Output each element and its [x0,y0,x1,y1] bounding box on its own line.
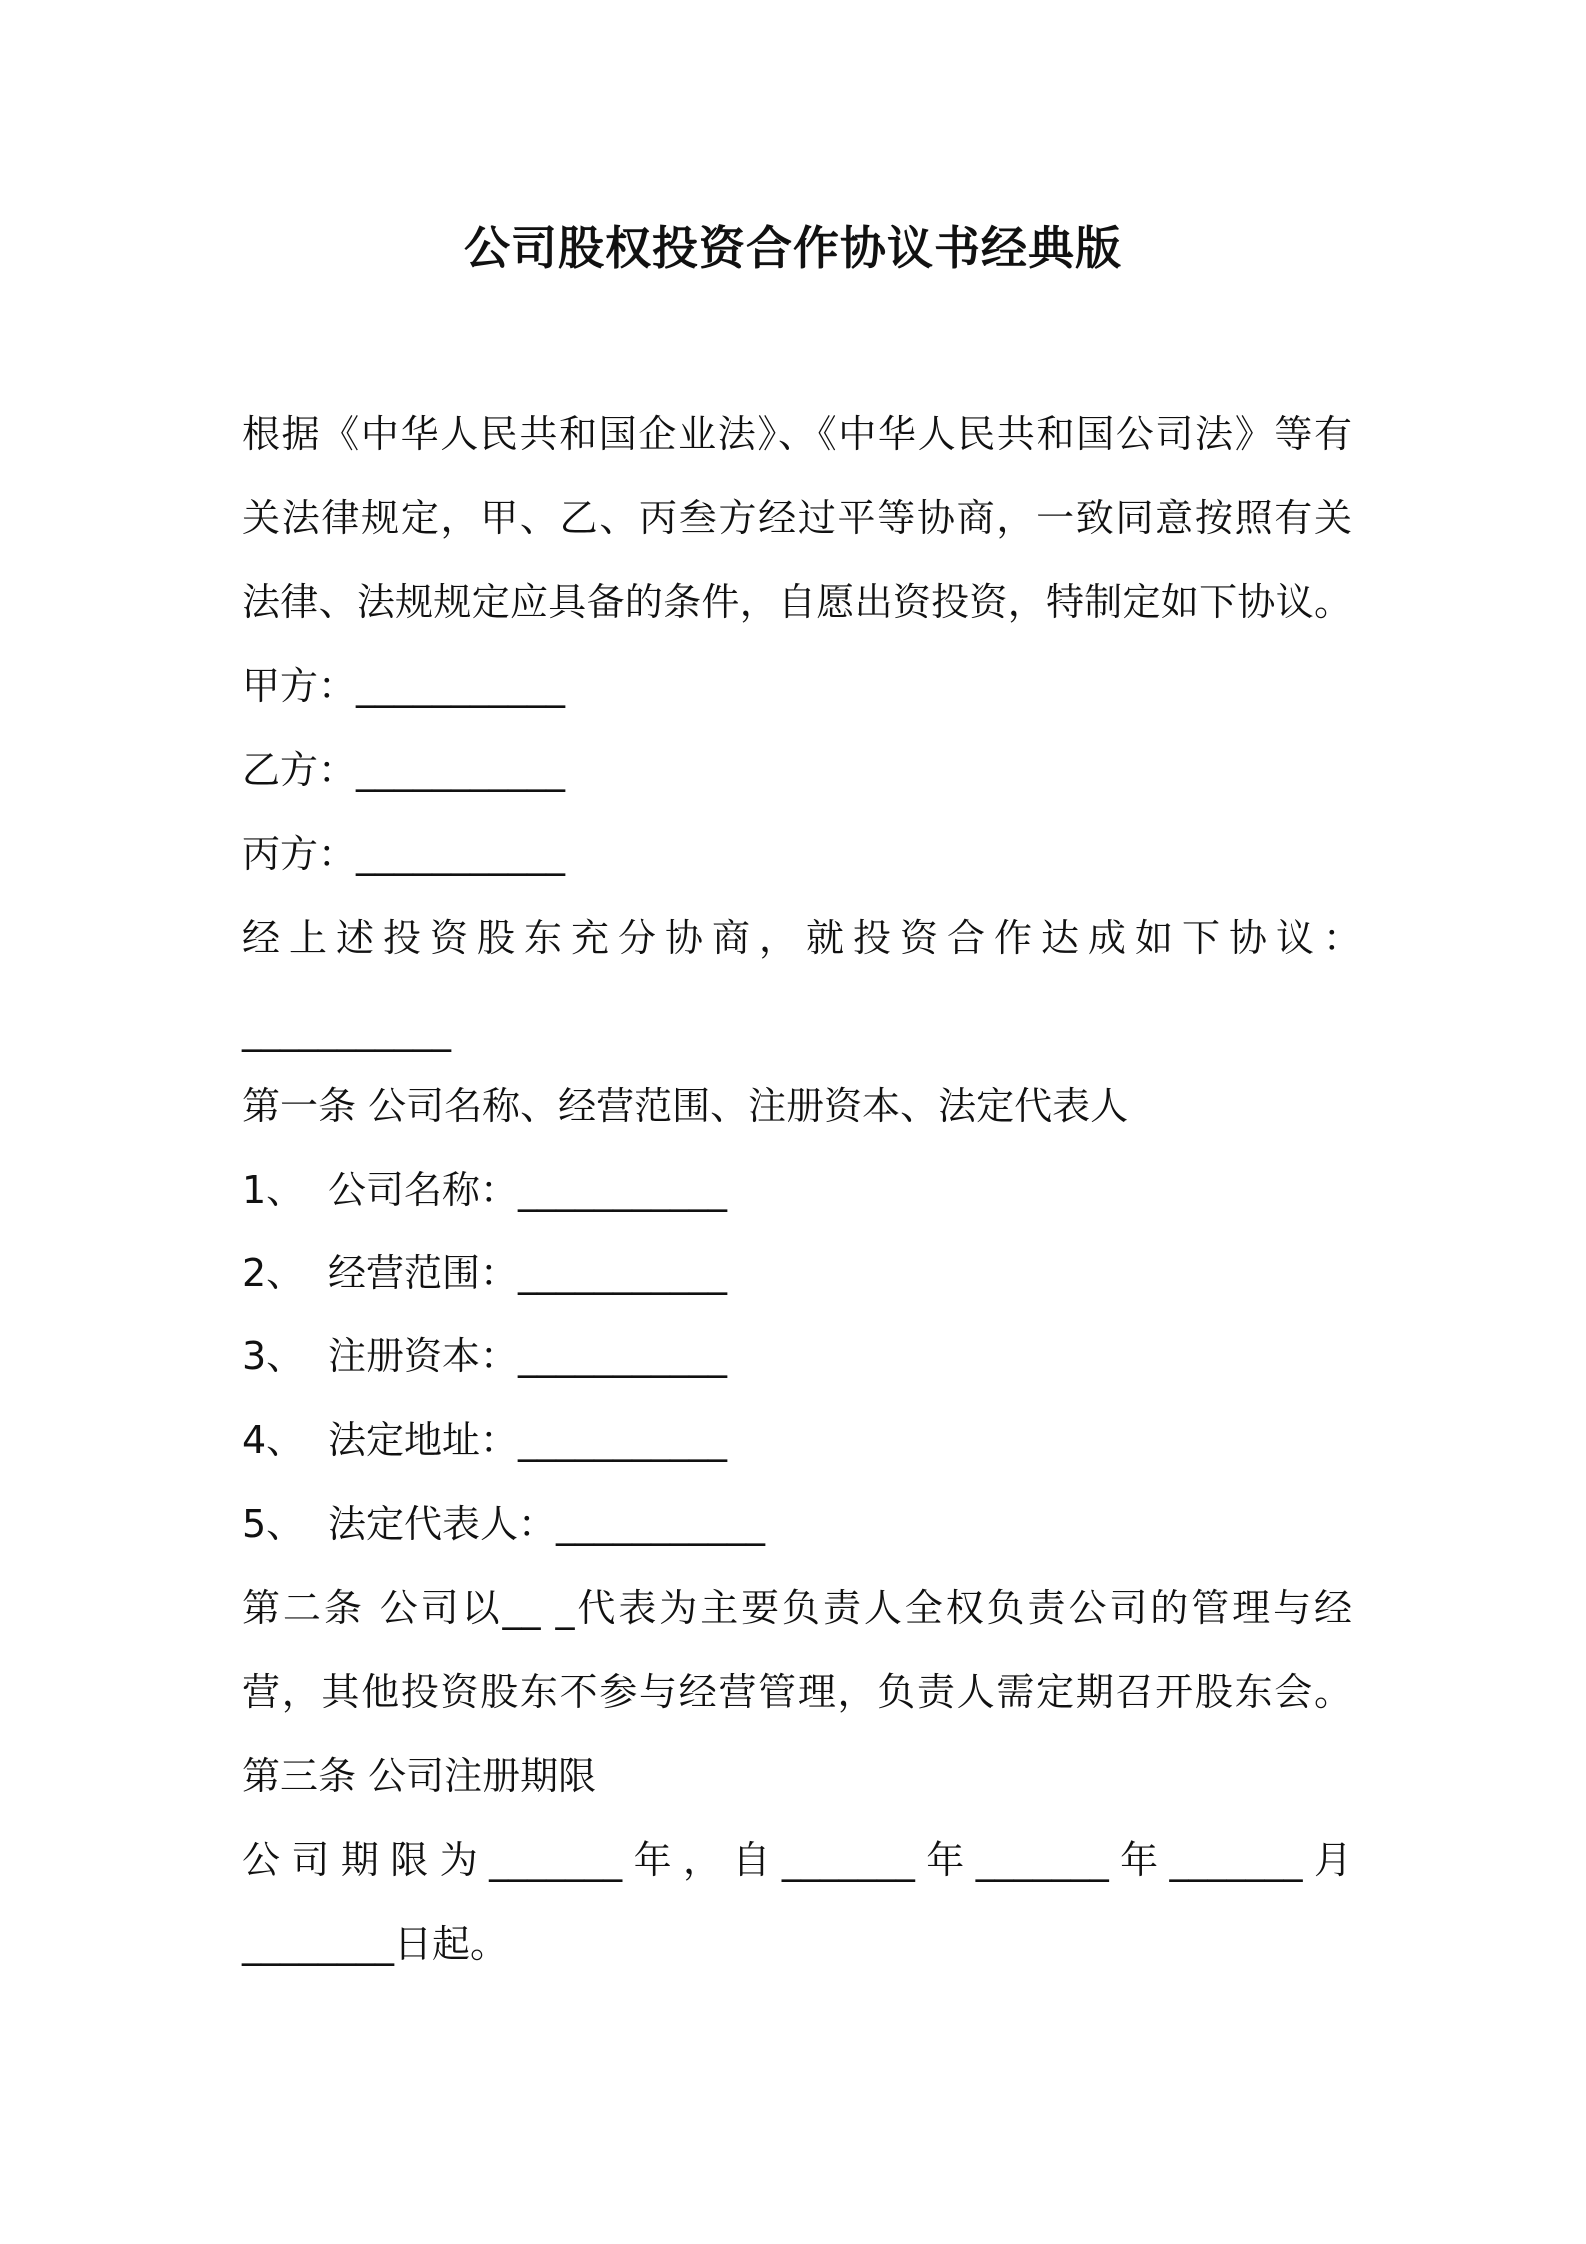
item-number: 5、 [242,1502,305,1546]
intro-line-3: 法律、法规规定应具备的条件，自愿出资投资，特制定如下协议。 [242,580,1352,624]
item-number: 2、 [242,1251,305,1295]
article-3-line-1: 公司期限为_______年，自_______年_______年_______月 [242,1838,1352,1882]
party-b-line: 乙方：___________ [242,748,566,792]
article-1-item-5 [242,1494,765,1554]
item-text: 公司名称：___________ [328,1168,728,1212]
article-1-item-1 [242,1160,727,1220]
article-1-heading: 第一条 公司名称、经营范围、注册资本、法定代表人 [242,1084,1129,1128]
article-1-item-4 [242,1410,727,1470]
item-number: 1、 [242,1168,305,1212]
party-c-line: 丙方：___________ [242,832,566,876]
item-number: 3、 [242,1334,305,1378]
agreement-blank-line: ___________ [242,1008,451,1052]
document-title: 公司股权投资合作协议书经典版 [464,221,1122,275]
item-number: 4、 [242,1418,305,1462]
article-2-line-1: 第二条 公司以__ _代表为主要负责人全权负责公司的管理与经 [242,1586,1352,1630]
item-text: 法定地址：___________ [328,1418,728,1462]
party-a-line: 甲方：___________ [242,664,566,708]
article-1-item-2 [242,1243,727,1303]
article-3-line-2: ________日起。 [242,1922,509,1966]
item-text: 法定代表人：___________ [328,1502,766,1546]
intro-line-2: 关法律规定，甲、乙、丙叁方经过平等协商，一致同意按照有关 [242,496,1352,540]
item-text: 注册资本：___________ [328,1334,728,1378]
article-2-line-2: 营，其他投资股东不参与经营管理，负责人需定期召开股东会。 [242,1670,1352,1714]
item-text: 经营范围：___________ [328,1251,728,1295]
article-3-heading: 第三条 公司注册期限 [242,1754,597,1798]
agreement-statement: 经上述投资股东充分协商，就投资合作达成如下协议： [242,916,1371,960]
intro-line-1: 根据《中华人民共和国企业法》、《中华人民共和国公司法》等有 [242,412,1352,456]
article-1-item-3 [242,1326,727,1386]
